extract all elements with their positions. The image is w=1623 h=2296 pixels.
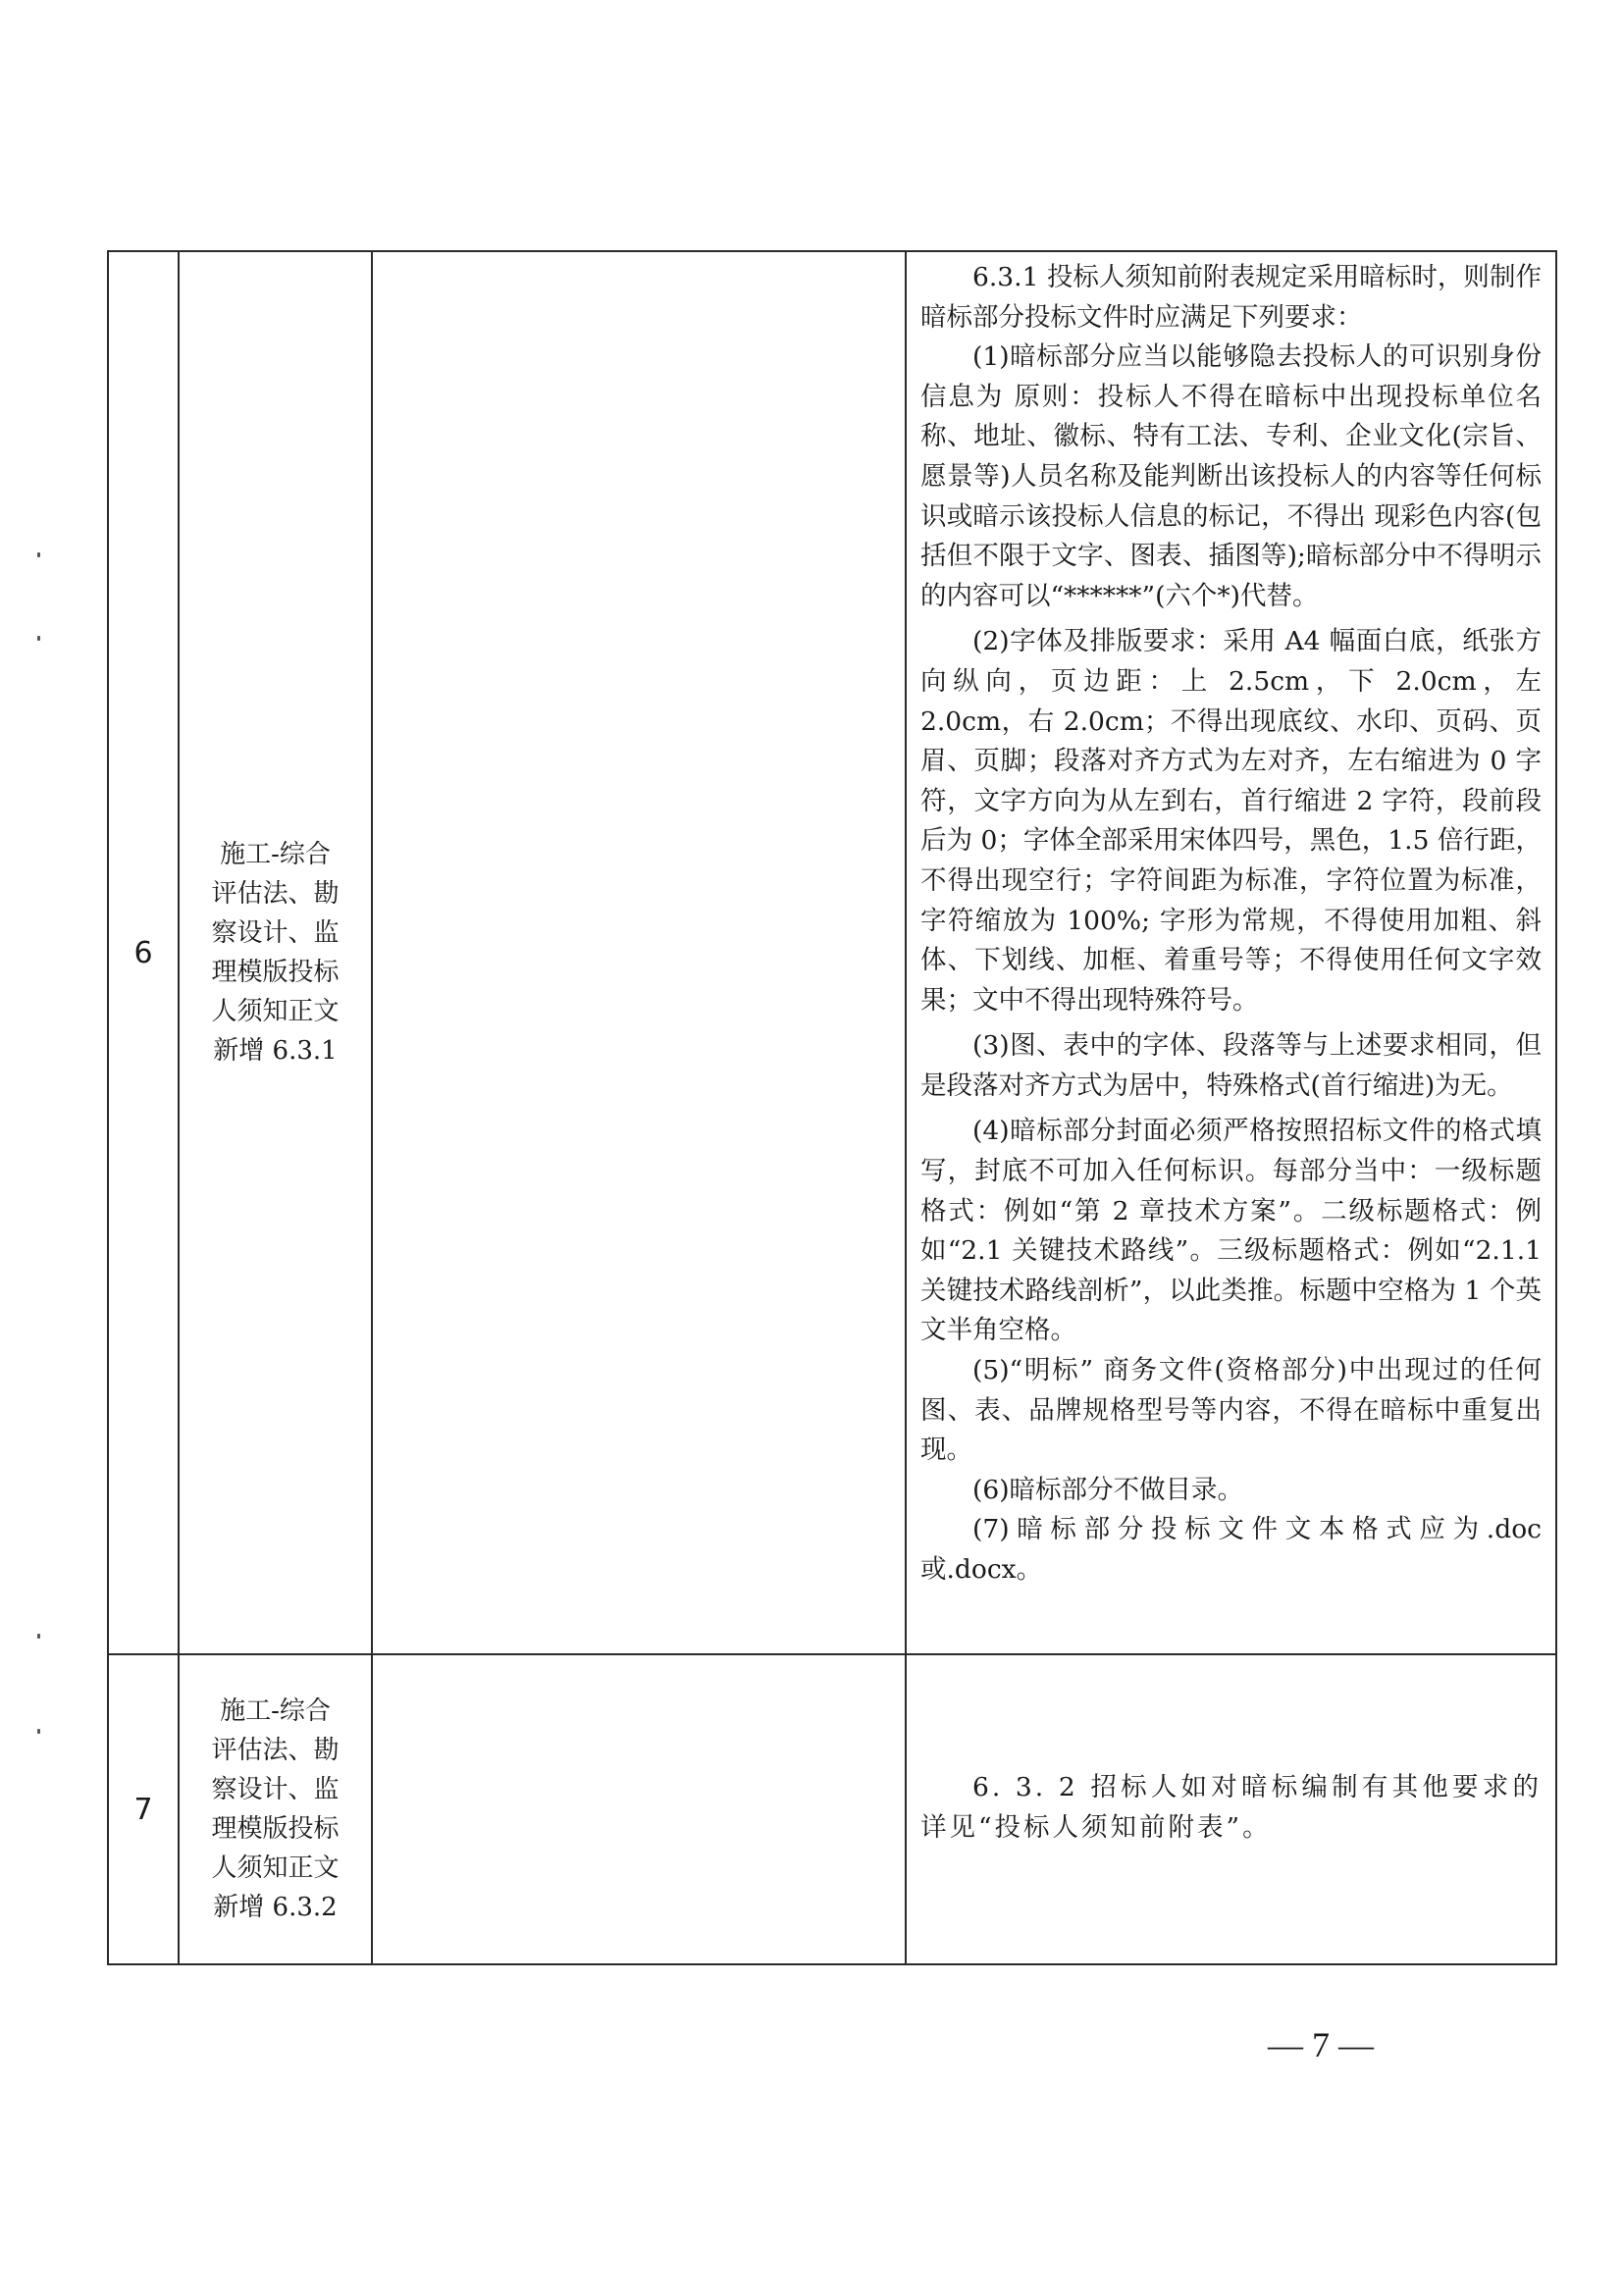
original-text-cell — [372, 251, 906, 1654]
source-line: 评估法、勘 — [211, 1736, 340, 1765]
source-line: 察设计、监 — [211, 918, 340, 948]
source-line: 评估法、勘 — [211, 879, 340, 909]
source-line: 人须知正文 — [211, 997, 340, 1026]
revision-table — [107, 250, 1557, 1965]
table-row — [108, 1654, 1556, 1964]
original-text-cell — [372, 1654, 906, 1964]
page-number: — 7 — — [1268, 2025, 1374, 2064]
paragraph: (2)字体及排版要求：采用 A4 幅面白底，纸张方向纵向，页边距：上 2.5cm，下 2.0cm，左 2.0cm，右 2.0cm；不得出现底纹、水印、页码、页眉、页脚；段落对齐方式为左对齐，左右缩进为 0 字符，文字方向为从左到右，首行缩进 2 字符，段前段后为 0；字体全部采用宋体四号，黑色，1.5 倍行距，不得出现空行；字符间距为标准，字符位置为标准，字符缩放为 100%; 字形为常规，不得使用加粗、斜体、下划线、加框、着重号等；不得使用任何文字效果；文中不得出现特殊符号。 — [920, 626, 1542, 1016]
row-number: 7 — [108, 1654, 179, 1964]
paragraph: (5)“明标” 商务文件(资格部分)中出现过的任何图、表、品牌规格型号等内容，不得在暗标中重复出现。 — [920, 1355, 1542, 1466]
paragraph: (3)图、表中的字体、段落等与上述要求相同，但是段落对齐方式为居中，特殊格式(首行缩进)为无。 — [920, 1030, 1542, 1101]
paragraph: 6.3.1 投标人须知前附表规定采用暗标时，则制作暗标部分投标文件时应满足下列要求： — [920, 262, 1542, 333]
source-line: 施工-综合 — [220, 840, 331, 869]
source-line: 理模版投标 — [211, 958, 340, 987]
paragraph: (7)暗标部分投标文件文本格式应为.doc 或.docx。 — [920, 1514, 1542, 1585]
source-line: 新增 6.3.1 — [213, 1036, 338, 1066]
new-text-cell — [906, 251, 1556, 1654]
scan-artifact — [37, 1729, 40, 1734]
table-row — [108, 251, 1556, 1654]
source-line: 理模版投标 — [211, 1814, 340, 1844]
source-cell — [179, 1654, 372, 1964]
paragraph: 6. 3. 2 招标人如对暗标编制有其他要求的详见“投标人须知前附表”。 — [920, 1772, 1542, 1843]
paragraph: (1)暗标部分应当以能够隐去投标人的可识别身份信息为 原则：投标人不得在暗标中出现投标单位名称、地址、徽标、特有工法、专利、企业文化(宗旨、愿景等)人员名称及能判断出该投标人的内容等任何标识或暗示该投标人信息的标记，不得出 现彩色内容(包括但不限于文字、图表、插图等);暗标部分中不得明示的内容可以“******”(六个*)代替。 — [920, 341, 1542, 611]
scan-artifact — [37, 1634, 40, 1639]
scan-artifact — [37, 552, 40, 557]
source-line: 人须知正文 — [211, 1853, 340, 1883]
paragraph: (4)暗标部分封面必须严格按照招标文件的格式填写，封底不可加入任何标识。每部分当中：一级标题格式：例如“第 2 章技术方案”。二级标题格式：例如“2.1 关键技术路线”。三级标题格式：例如“2.1.1 关键技术路线剖析”，以此类推。标题中空格为 1 个英文半角空格。 — [920, 1116, 1542, 1346]
new-text-cell — [906, 1654, 1556, 1964]
source-line: 察设计、监 — [211, 1775, 340, 1804]
source-line: 施工-综合 — [220, 1696, 331, 1726]
paragraph: (6)暗标部分不做目录。 — [972, 1474, 1244, 1505]
scan-artifact — [37, 636, 40, 641]
row-number: 6 — [108, 251, 179, 1654]
source-line: 新增 6.3.2 — [213, 1893, 338, 1922]
source-cell — [179, 251, 372, 1654]
